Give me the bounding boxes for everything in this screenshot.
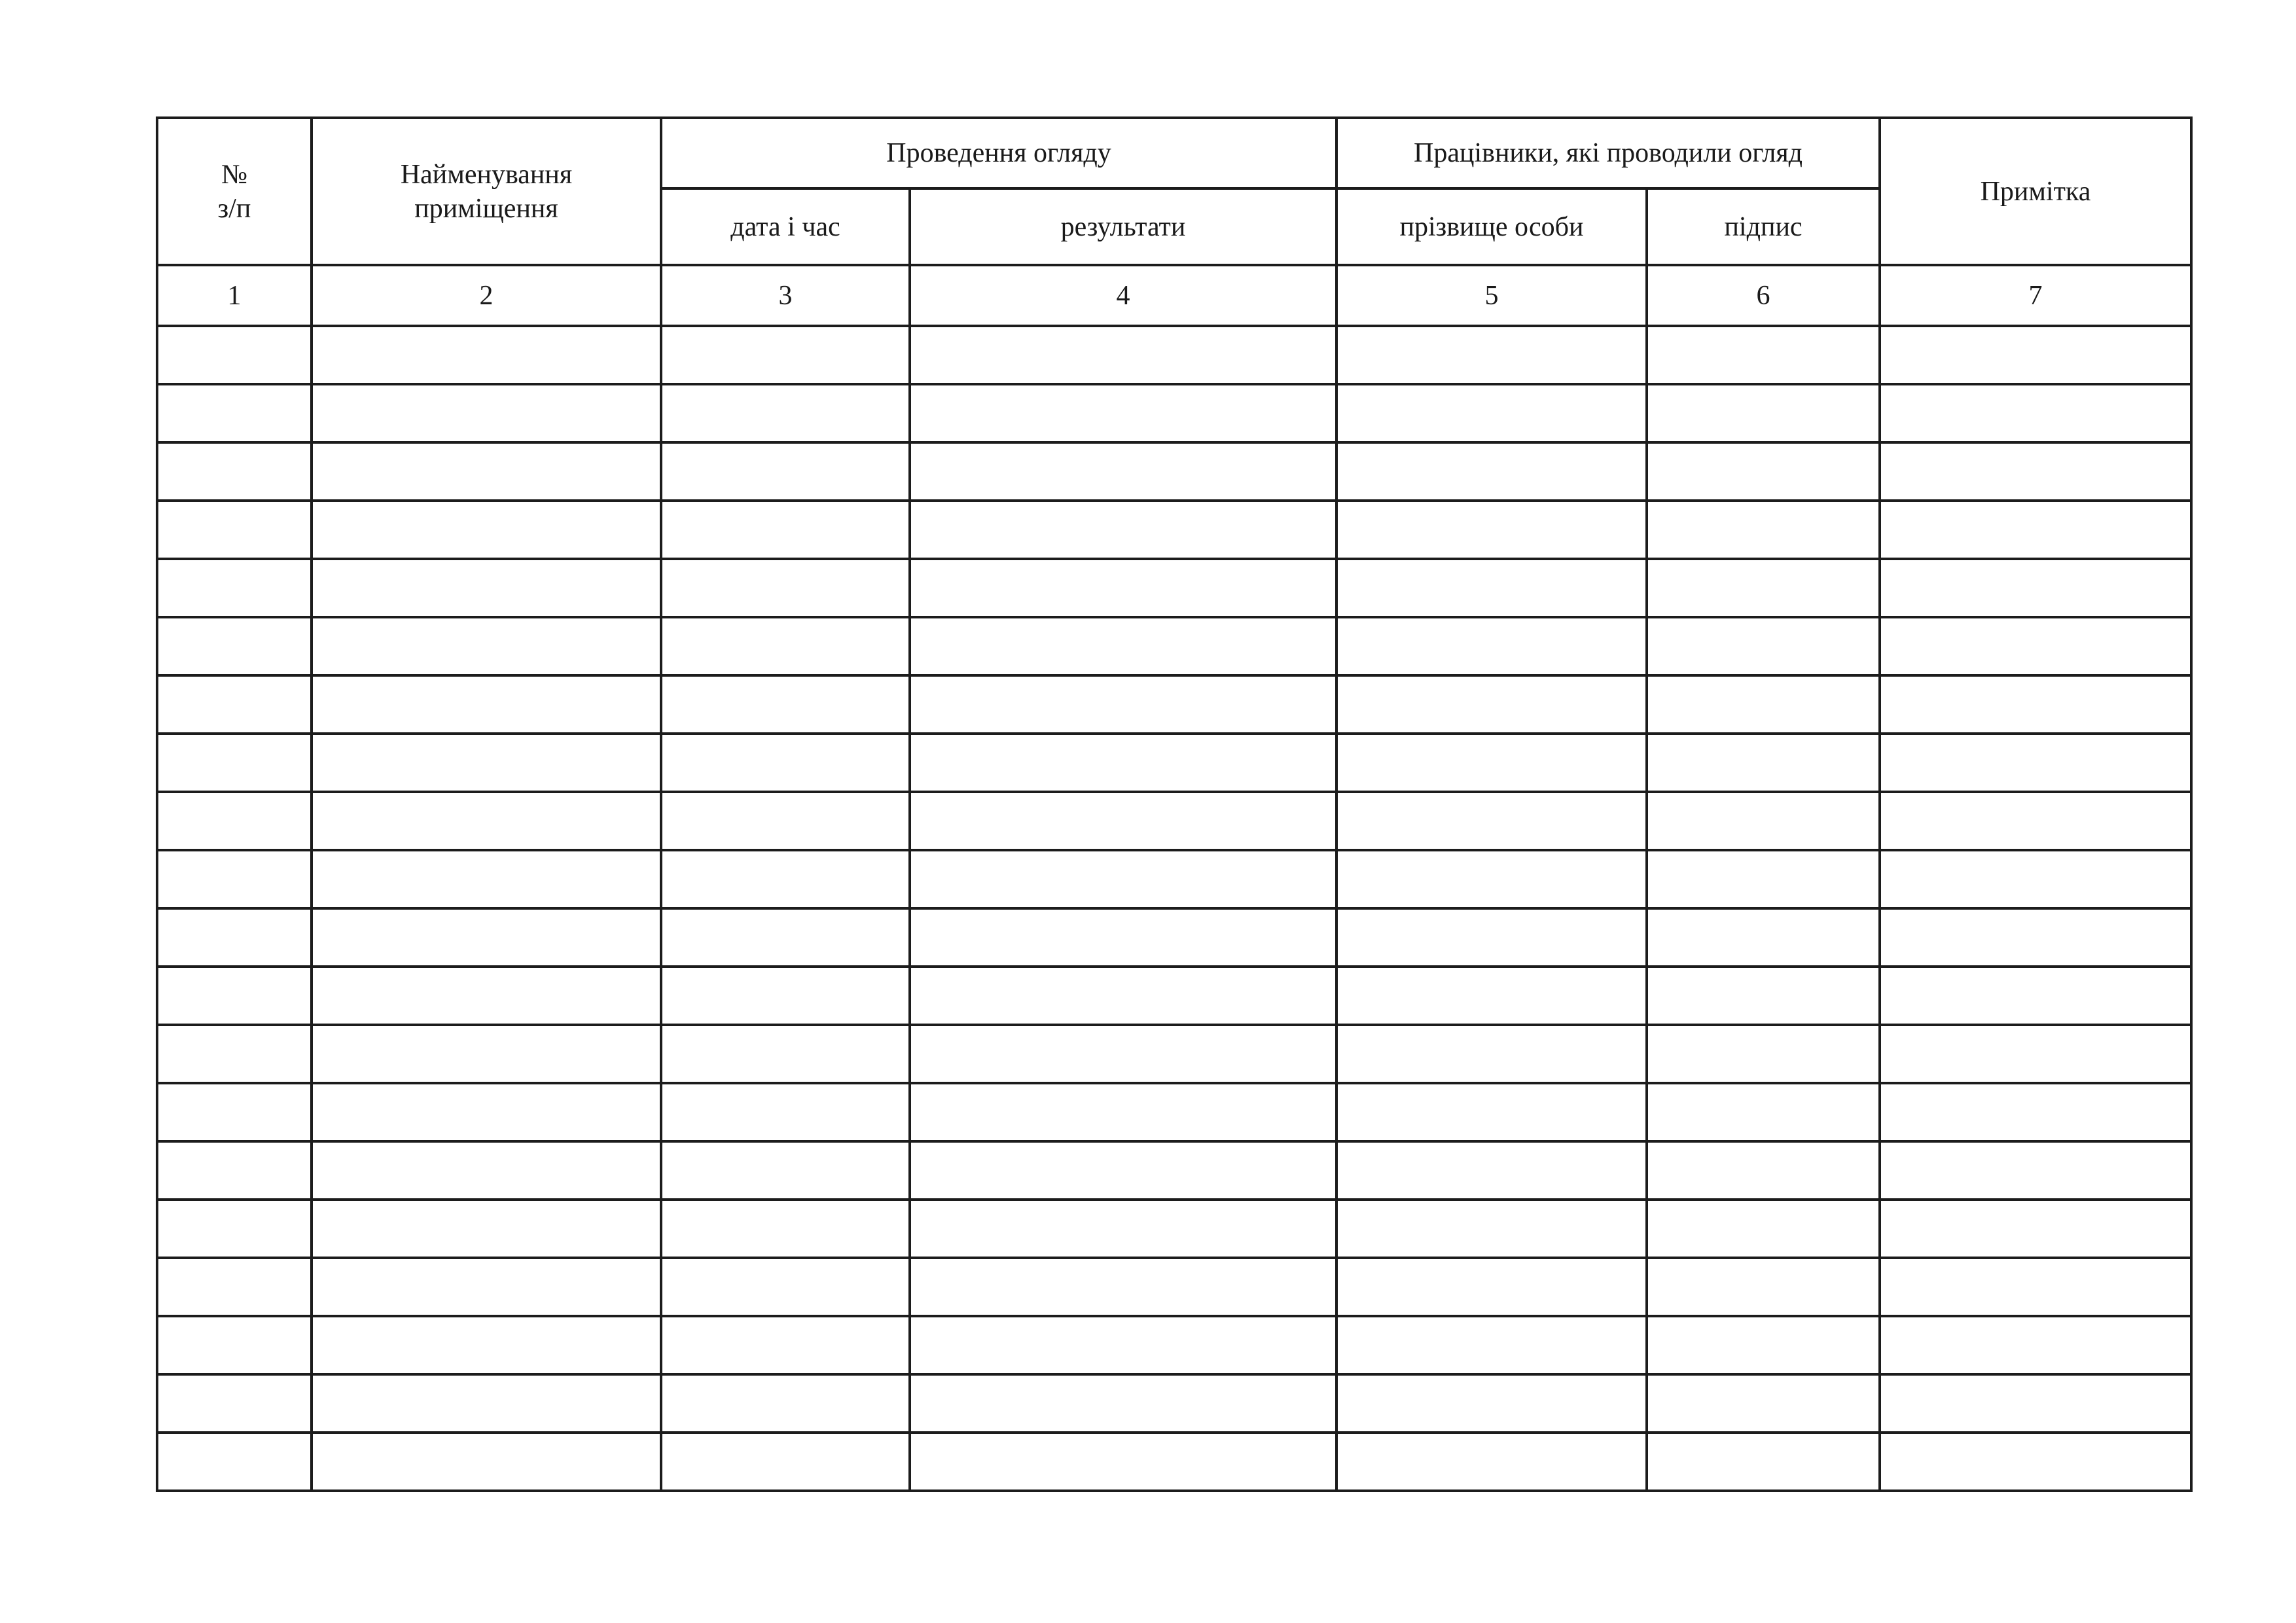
table-row (157, 1433, 2191, 1491)
table-cell[interactable] (1647, 1374, 1880, 1433)
table-cell[interactable] (312, 1374, 661, 1433)
table-cell[interactable] (157, 734, 312, 792)
table-cell[interactable] (1880, 1316, 2191, 1374)
table-cell[interactable] (157, 501, 312, 559)
table-cell[interactable] (661, 1083, 910, 1141)
table-cell[interactable] (1336, 617, 1647, 675)
column-number-row (157, 265, 2191, 326)
header-room-name (312, 118, 661, 265)
table-row (157, 442, 2191, 501)
table-cell[interactable] (661, 908, 910, 967)
column-number-cell: 5 (1336, 265, 1647, 326)
table-cell[interactable] (661, 792, 910, 850)
table-cell[interactable] (910, 1433, 1336, 1491)
header-staff-group (1336, 118, 1880, 188)
table-cell[interactable] (312, 1141, 661, 1200)
header-date-time (661, 188, 910, 265)
header-results-label: результати (1060, 211, 1186, 242)
table-cell[interactable] (1880, 617, 2191, 675)
table-cell[interactable] (661, 734, 910, 792)
table-cell[interactable] (910, 326, 1336, 384)
table-cell[interactable] (1880, 326, 2191, 384)
table-cell[interactable] (910, 908, 1336, 967)
table-row (157, 792, 2191, 850)
table-cell[interactable] (1880, 442, 2191, 501)
header-signature (1647, 188, 1880, 265)
table-cell[interactable] (312, 1200, 661, 1258)
header-note (1880, 118, 2191, 265)
table-cell[interactable] (312, 967, 661, 1025)
table-row (157, 967, 2191, 1025)
table-cell[interactable] (910, 850, 1336, 908)
table-cell[interactable] (1647, 675, 1880, 734)
table-cell[interactable] (1647, 559, 1880, 617)
table-cell[interactable] (910, 1258, 1336, 1316)
table-cell[interactable] (1880, 1433, 2191, 1491)
table-cell[interactable] (910, 1025, 1336, 1083)
table-cell[interactable] (1336, 501, 1647, 559)
table-cell[interactable] (661, 1433, 910, 1491)
table-cell[interactable] (157, 1025, 312, 1083)
table-cell[interactable] (1647, 792, 1880, 850)
table-cell[interactable] (1880, 1083, 2191, 1141)
table-cell[interactable] (157, 675, 312, 734)
table-cell[interactable] (1336, 734, 1647, 792)
table-cell[interactable] (1880, 850, 2191, 908)
table-cell[interactable] (910, 734, 1336, 792)
table-cell[interactable] (1647, 1083, 1880, 1141)
table-cell[interactable] (1880, 908, 2191, 967)
table-cell[interactable] (312, 1316, 661, 1374)
table-cell[interactable] (661, 1258, 910, 1316)
table-cell[interactable] (1647, 850, 1880, 908)
table-cell[interactable] (661, 967, 910, 1025)
table-cell[interactable] (1647, 1025, 1880, 1083)
table-cell[interactable] (1647, 1316, 1880, 1374)
table-cell[interactable] (157, 1374, 312, 1433)
table-cell[interactable] (1647, 384, 1880, 442)
table-cell[interactable] (312, 559, 661, 617)
table-cell[interactable] (1647, 908, 1880, 967)
table-cell[interactable] (1647, 326, 1880, 384)
table-cell[interactable] (157, 1141, 312, 1200)
header-row-1 (157, 118, 2191, 188)
table-row (157, 1316, 2191, 1374)
table-cell[interactable] (910, 1200, 1336, 1258)
column-number-cell: 1 (157, 265, 312, 326)
table-cell[interactable] (1336, 384, 1647, 442)
table-cell[interactable] (157, 559, 312, 617)
table-cell[interactable] (1647, 442, 1880, 501)
table-row (157, 1083, 2191, 1141)
table-row (157, 675, 2191, 734)
table-row (157, 384, 2191, 442)
column-number-cell: 6 (1647, 265, 1880, 326)
table-cell[interactable] (312, 1433, 661, 1491)
table-cell[interactable] (1647, 1141, 1880, 1200)
table-cell[interactable] (661, 1025, 910, 1083)
column-number-cell: 7 (1880, 265, 2191, 326)
table-row (157, 326, 2191, 384)
header-results (910, 188, 1336, 265)
table-cell[interactable] (312, 326, 661, 384)
table-cell[interactable] (910, 617, 1336, 675)
table-cell[interactable] (312, 850, 661, 908)
table-cell[interactable] (312, 501, 661, 559)
header-signature-label: підпис (1724, 211, 1803, 242)
table-cell[interactable] (1880, 1025, 2191, 1083)
table-cell[interactable] (1647, 1433, 1880, 1491)
table-cell[interactable] (910, 967, 1336, 1025)
table-cell[interactable] (157, 1083, 312, 1141)
header-room-name-label: Найменування приміщення (400, 159, 573, 224)
table-cell[interactable] (661, 1141, 910, 1200)
header-number-label: № з/п (217, 159, 251, 224)
table-cell[interactable] (1647, 1200, 1880, 1258)
table-cell[interactable] (1880, 675, 2191, 734)
table-cell[interactable] (1880, 1200, 2191, 1258)
table-cell[interactable] (312, 442, 661, 501)
table-cell[interactable] (1647, 501, 1880, 559)
table-cell[interactable] (661, 675, 910, 734)
table-cell[interactable] (910, 792, 1336, 850)
table-cell[interactable] (1336, 675, 1647, 734)
table-cell[interactable] (312, 792, 661, 850)
table-cell[interactable] (312, 384, 661, 442)
table-cell[interactable] (1880, 1141, 2191, 1200)
table-cell[interactable] (910, 384, 1336, 442)
table-cell[interactable] (661, 326, 910, 384)
table-cell[interactable] (312, 1258, 661, 1316)
table-row (157, 559, 2191, 617)
table-row (157, 617, 2191, 675)
header-date-time-label: дата і час (730, 211, 840, 242)
table-cell[interactable] (661, 1200, 910, 1258)
table-cell[interactable] (910, 501, 1336, 559)
table-cell[interactable] (1880, 1258, 2191, 1316)
table-cell[interactable] (157, 1433, 312, 1491)
table-cell[interactable] (910, 1083, 1336, 1141)
table-cell[interactable] (661, 559, 910, 617)
table-cell[interactable] (157, 967, 312, 1025)
table-cell[interactable] (1880, 734, 2191, 792)
table-cell[interactable] (910, 675, 1336, 734)
table-cell[interactable] (1336, 326, 1647, 384)
table-cell[interactable] (1880, 384, 2191, 442)
header-surname-label: прізвище особи (1399, 211, 1584, 242)
table-cell[interactable] (1647, 617, 1880, 675)
table-cell[interactable] (1336, 1141, 1647, 1200)
table-cell[interactable] (661, 501, 910, 559)
header-note-label: Примітка (1980, 176, 2091, 207)
table-cell[interactable] (1880, 792, 2191, 850)
table-cell[interactable] (157, 384, 312, 442)
table-cell[interactable] (1880, 1374, 2191, 1433)
column-number-cell: 4 (910, 265, 1336, 326)
table-cell[interactable] (312, 675, 661, 734)
table-cell[interactable] (312, 1025, 661, 1083)
table-cell[interactable] (1336, 442, 1647, 501)
table-cell[interactable] (312, 1083, 661, 1141)
table-cell[interactable] (312, 908, 661, 967)
header-staff-group-label: Працівники, які проводили огляд (1414, 138, 1803, 168)
table-cell[interactable] (661, 617, 910, 675)
table-cell[interactable] (157, 1200, 312, 1258)
table-cell[interactable] (1647, 1258, 1880, 1316)
table-cell[interactable] (661, 1374, 910, 1433)
table-cell[interactable] (661, 442, 910, 501)
table-cell[interactable] (157, 792, 312, 850)
table-row (157, 850, 2191, 908)
table-cell[interactable] (1336, 559, 1647, 617)
table-cell[interactable] (312, 617, 661, 675)
table-cell[interactable] (157, 1316, 312, 1374)
table-cell[interactable] (157, 442, 312, 501)
table-cell[interactable] (1336, 1316, 1647, 1374)
table-cell[interactable] (157, 326, 312, 384)
table-cell[interactable] (157, 908, 312, 967)
table-cell[interactable] (910, 1316, 1336, 1374)
table-cell[interactable] (661, 384, 910, 442)
table-cell[interactable] (157, 617, 312, 675)
table-cell[interactable] (1336, 1200, 1647, 1258)
table-cell[interactable] (1880, 559, 2191, 617)
table-cell[interactable] (1880, 967, 2191, 1025)
table-row (157, 1025, 2191, 1083)
column-number-cell: 2 (312, 265, 661, 326)
table-cell[interactable] (910, 442, 1336, 501)
table-cell[interactable] (1336, 1374, 1647, 1433)
table-cell[interactable] (157, 1258, 312, 1316)
table-cell[interactable] (1647, 967, 1880, 1025)
header-inspection-group-label: Проведення огляду (886, 138, 1111, 168)
table-cell[interactable] (910, 1374, 1336, 1433)
table-cell[interactable] (312, 734, 661, 792)
table-cell[interactable] (1336, 1025, 1647, 1083)
table-row (157, 1141, 2191, 1200)
table-cell[interactable] (1336, 850, 1647, 908)
table-row (157, 501, 2191, 559)
table-cell[interactable] (910, 559, 1336, 617)
table-row (157, 1258, 2191, 1316)
table-cell[interactable] (1336, 1258, 1647, 1316)
table-cell[interactable] (1336, 1433, 1647, 1491)
column-number-cell: 3 (661, 265, 910, 326)
table-cell[interactable] (661, 1316, 910, 1374)
table-cell[interactable] (661, 850, 910, 908)
table-cell[interactable] (1880, 501, 2191, 559)
table-cell[interactable] (1336, 908, 1647, 967)
header-surname (1336, 188, 1647, 265)
table-cell[interactable] (157, 850, 312, 908)
table-row (157, 908, 2191, 967)
table-cell[interactable] (1647, 734, 1880, 792)
table-row (157, 1374, 2191, 1433)
table-row (157, 1200, 2191, 1258)
header-inspection-group (661, 118, 1336, 188)
table-cell[interactable] (1336, 1083, 1647, 1141)
header-number (157, 118, 312, 265)
table-cell[interactable] (1336, 792, 1647, 850)
inspection-log-table (156, 116, 2193, 1492)
table-cell[interactable] (1336, 967, 1647, 1025)
table-cell[interactable] (910, 1141, 1336, 1200)
table-row (157, 734, 2191, 792)
